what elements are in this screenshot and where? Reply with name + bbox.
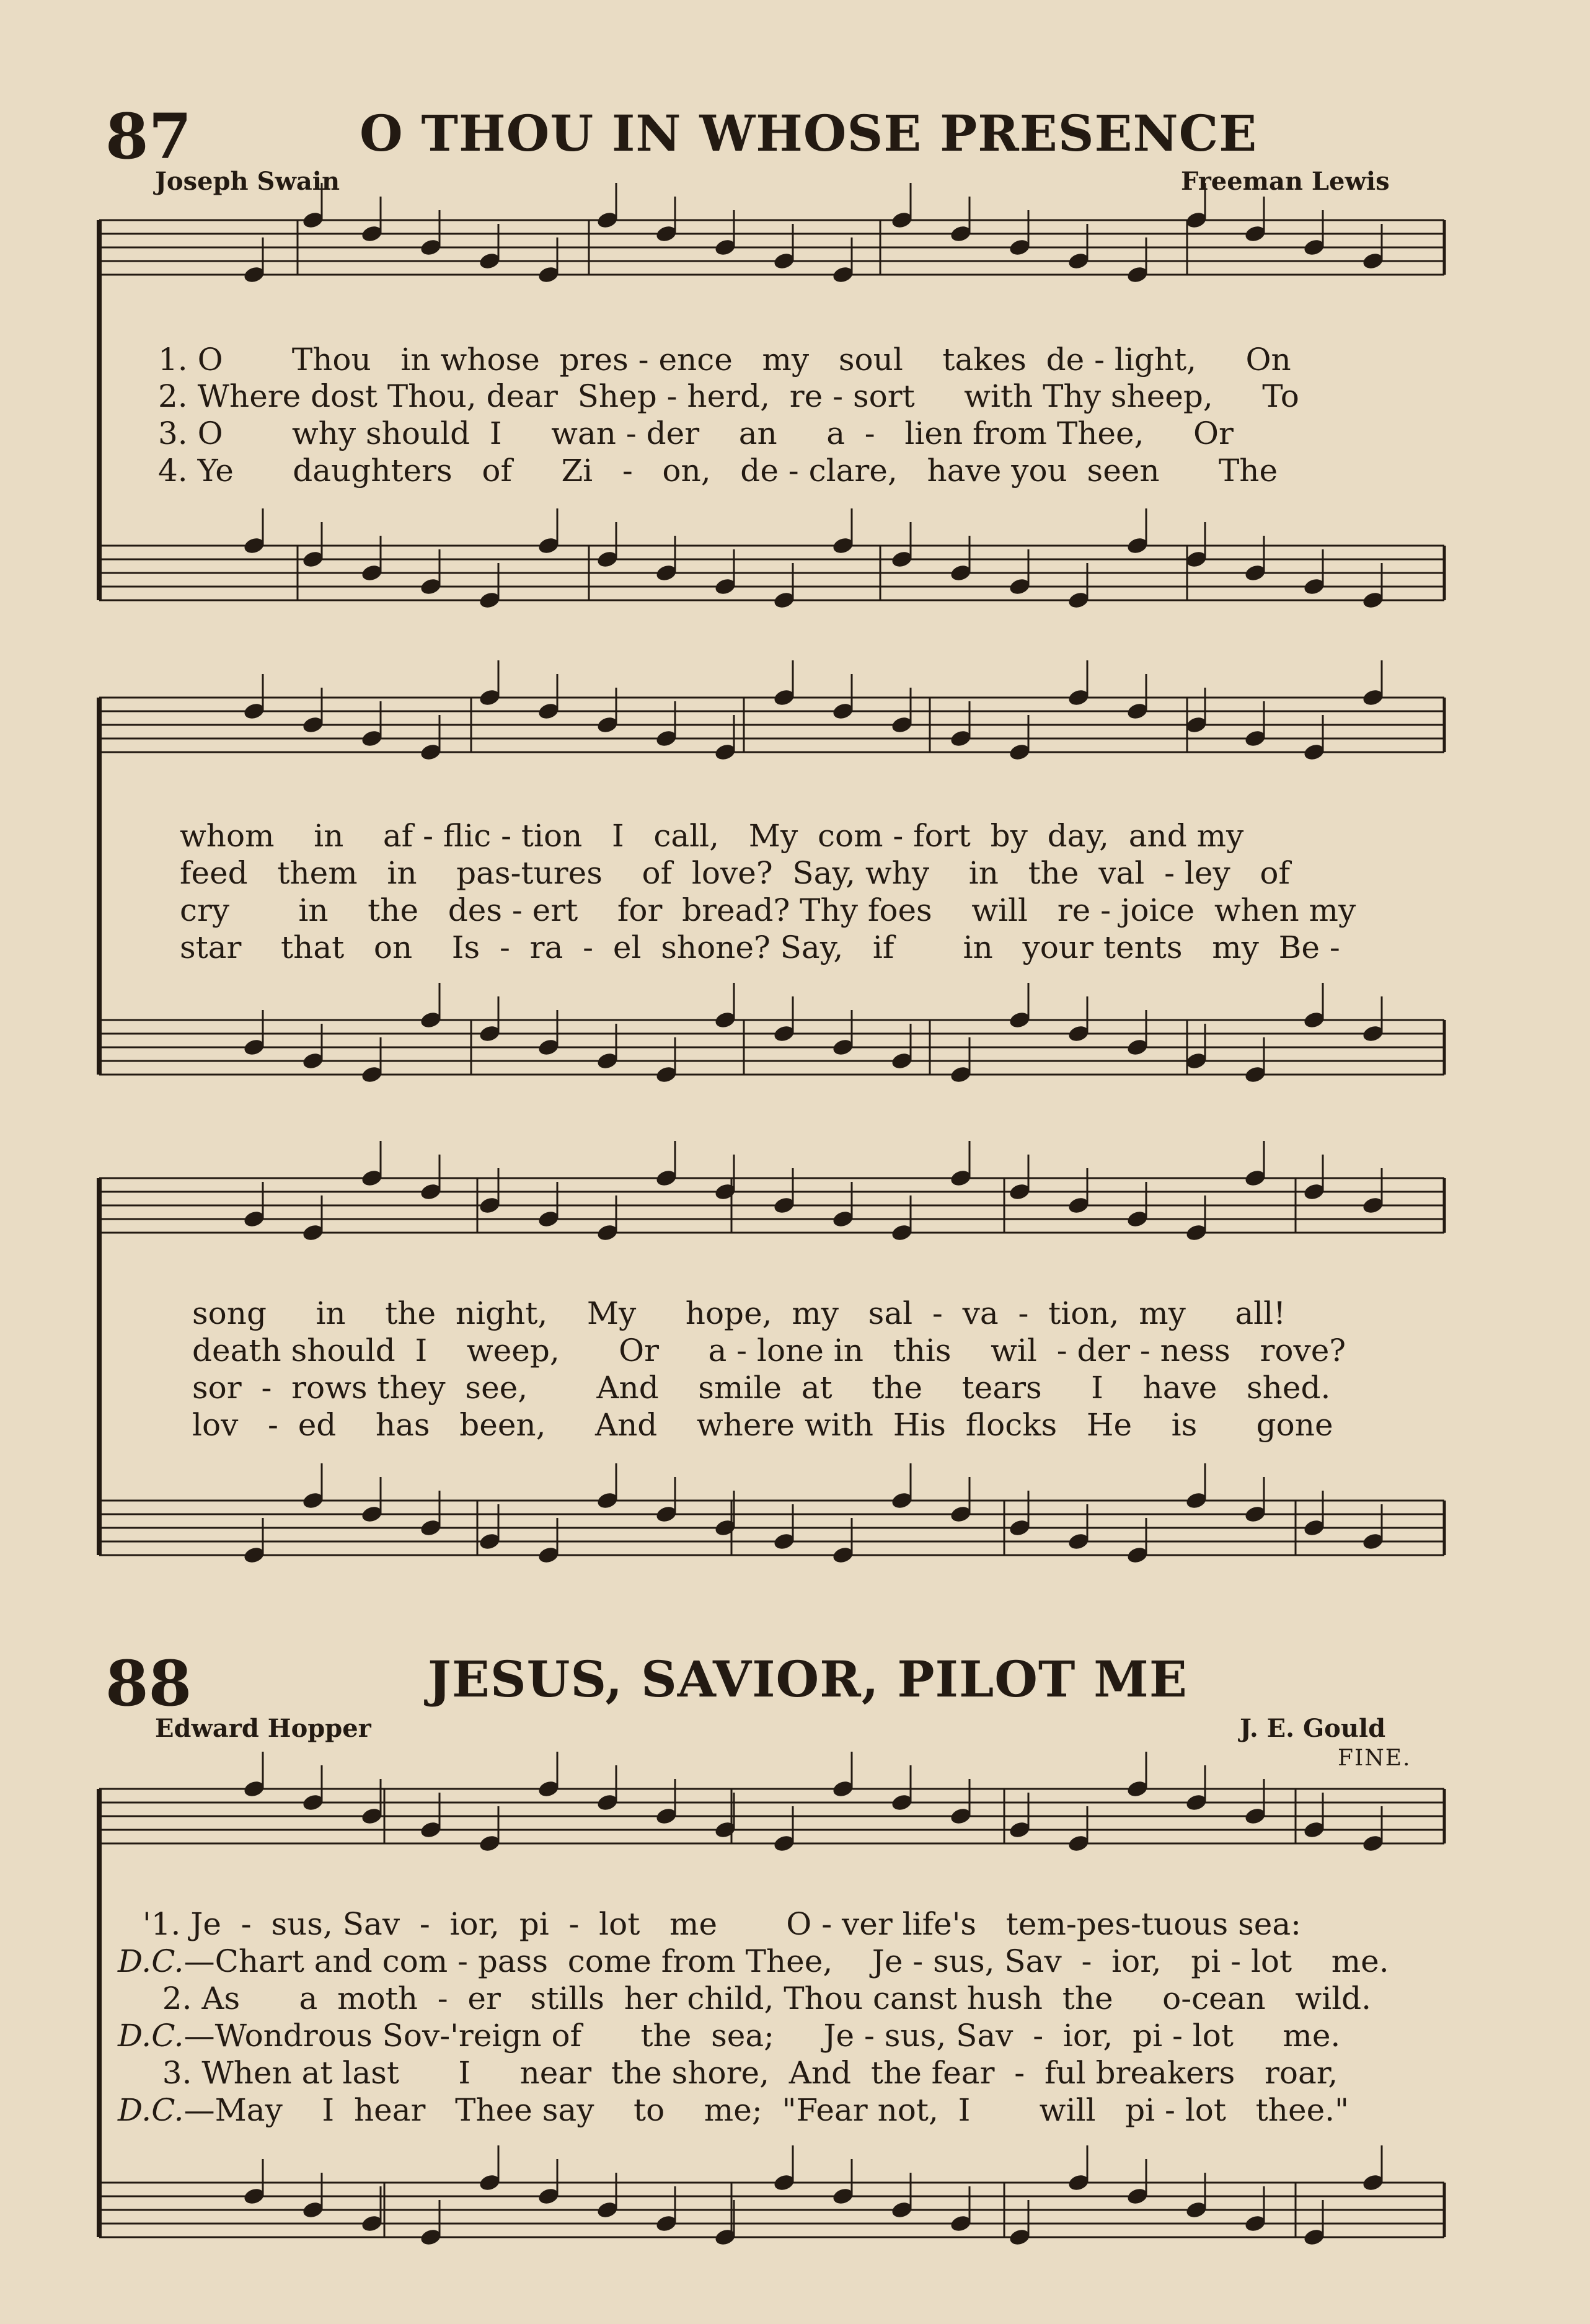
hymn-88-verse-line-5 bbox=[143, 2055, 1338, 2091]
hymn-88-verse-line-1 bbox=[143, 1906, 1301, 1942]
hymn-87-system-1-line-2: 2. Where dost Thou, dear Shep - herd, re - sort with Thy sheep, To bbox=[158, 378, 1299, 414]
verse-text: —Chart and com - pass come from Thee, Je - sus, Sav - ior, pi - lot me. bbox=[183, 1943, 1389, 1979]
hymn-88-verse-line-4 bbox=[118, 2018, 1341, 2054]
hymn-88-lyricist: Edward Hopper bbox=[155, 1714, 371, 1743]
hymn-88-verse-line-2 bbox=[118, 1943, 1389, 1979]
hymn-88-composer: J. E. Gould bbox=[1240, 1714, 1386, 1743]
hymn-88-title: JESUS, SAVIOR, PILOT ME bbox=[428, 1650, 1188, 1708]
hymn-87-system-3-line-1: song in the night, My hope, my sal - va - tion, my all! bbox=[192, 1295, 1286, 1331]
hymn-87-system-2-line-4: star that on Is - ra - el shone? Say, if in your tents my Be - bbox=[180, 929, 1340, 965]
dc-prefix: D.C. bbox=[118, 2092, 184, 2128]
dc-prefix: D.C. bbox=[118, 2018, 184, 2054]
hymn-88-verse-line-3 bbox=[143, 1980, 1372, 2016]
hymn-87-system-2-line-2: feed them in pas-tures of love? Say, why in the val - ley of bbox=[180, 855, 1290, 891]
hymn-87-system-3-line-2: death should I weep, Or a - lone in this wil - der - ness rove? bbox=[192, 1333, 1346, 1368]
verse-text: —May I hear Thee say to me; "Fear not, I will pi - lot thee." bbox=[183, 2092, 1349, 2128]
dc-prefix: D.C. bbox=[118, 1943, 184, 1979]
hymn-87-system-1-line-1: 1. O Thou in whose pres - ence my soul takes de - light, On bbox=[158, 342, 1291, 378]
hymn-87-system-2-line-1: whom in af - flic - tion I call, My com - fort by day, and my bbox=[180, 818, 1244, 854]
hymn-87-composer: Freeman Lewis bbox=[1181, 167, 1390, 196]
hymn-88-verse-line-6 bbox=[118, 2092, 1349, 2128]
hymn-87-lyricist: Joseph Swain bbox=[155, 167, 340, 196]
verse-text: 3. When at last I near the shore, And the fear - ful breakers roar, bbox=[143, 2055, 1338, 2091]
hymn-88-fine-marking: FINE. bbox=[1338, 1745, 1411, 1771]
verse-text: 2. As a moth - er stills her child, Thou canst hush the o-cean wild. bbox=[143, 1980, 1372, 2016]
hymn-87-system-1-line-3: 3. O why should I wan - der an a - lien from Thee, Or bbox=[158, 415, 1234, 451]
verse-text: '1. Je - sus, Sav - ior, pi - lot me O - ver life's tem-pes-tuous sea: bbox=[143, 1906, 1301, 1942]
hymn-87-system-3-line-4: lov - ed has been, And where with His flocks He is gone bbox=[192, 1407, 1333, 1443]
hymn-87-system-1-line-4: 4. Ye daughters of Zi - on, de - clare, have you seen The bbox=[158, 453, 1278, 489]
verse-text: —Wondrous Sov-'reign of the sea; Je - sus, Sav - ior, pi - lot me. bbox=[183, 2018, 1341, 2054]
hymn-88-number: 88 bbox=[105, 1647, 192, 1720]
hymn-87-system-3-line-3: sor - rows they see, And smile at the tears I have shed. bbox=[192, 1370, 1331, 1406]
hymn-87-number: 87 bbox=[105, 100, 192, 173]
hymn-87-title: O THOU IN WHOSE PRESENCE bbox=[360, 104, 1258, 162]
hymn-87-system-2-line-3: cry in the des - ert for bread? Thy foes will re - joice when my bbox=[180, 892, 1356, 928]
